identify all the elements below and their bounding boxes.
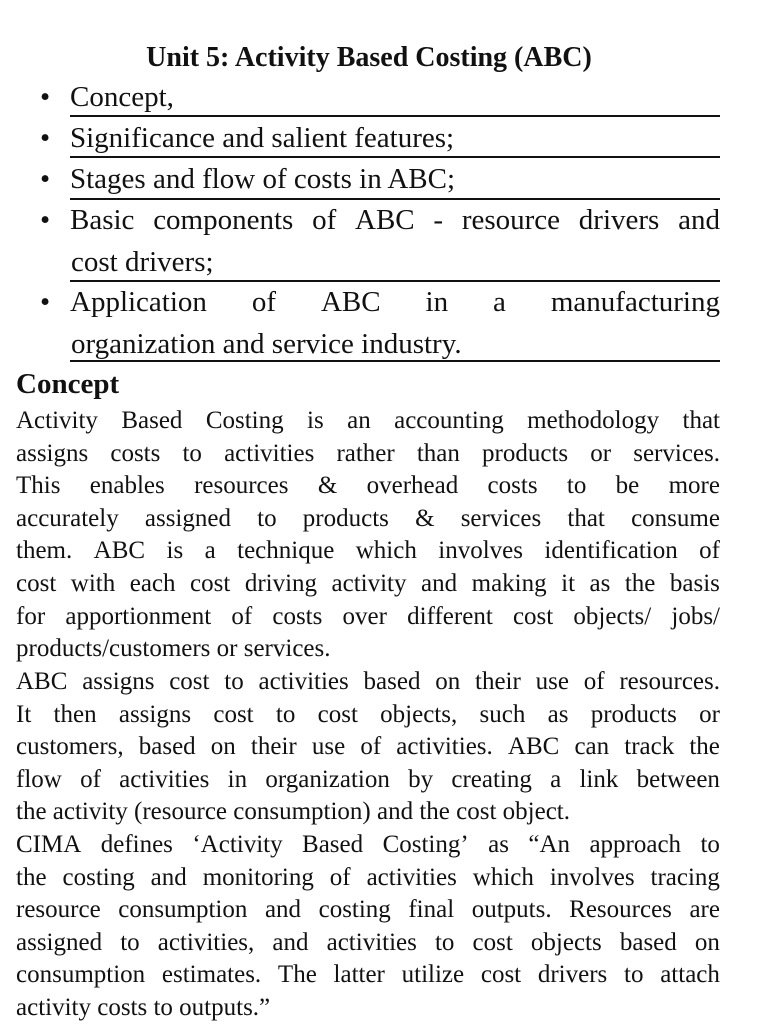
paragraph-line	[16, 666, 720, 699]
paragraph-line-text-word: activities	[258, 668, 349, 695]
paragraph-line-text-word: costing	[318, 896, 391, 924]
topic-item	[40, 159, 720, 203]
topic-line-text-word: Application	[70, 286, 207, 318]
paragraph-line-text-word: to	[700, 831, 720, 858]
paragraph-line	[16, 829, 720, 862]
paragraph-line-text-word: ABC	[16, 668, 68, 695]
paragraph-line-text-word: track	[624, 733, 675, 761]
paragraph-line-text-word: as	[488, 831, 509, 858]
paragraph-line-text-word: costs	[272, 602, 323, 630]
paragraph-line-text-word: on	[210, 733, 236, 761]
paragraph-line	[16, 601, 720, 634]
paragraph-line-text-word: between	[636, 765, 720, 793]
paragraph-line	[16, 568, 720, 601]
paragraph-line-text-word: activities	[366, 863, 457, 891]
paragraph-line-text-word: identification	[544, 537, 678, 565]
paragraph-line-text-word: objects/	[573, 602, 652, 630]
paragraph-line-text-word: activities	[119, 765, 210, 793]
paragraph-line-text-word: to	[624, 961, 644, 989]
paragraph-line-text-word: Activity	[16, 407, 98, 434]
paragraph-line-text-word: ABC	[507, 733, 560, 761]
paragraph-line-text-word: estimates.	[161, 961, 262, 989]
paragraph-line-text-word: of	[329, 863, 351, 891]
topic-line	[70, 200, 720, 240]
paragraph-line-text-word: such	[479, 700, 526, 728]
paragraph-line-text-word: accounting	[394, 407, 504, 434]
paragraph-line-text-word: assigned	[144, 504, 231, 532]
topic-line: Concept,	[70, 81, 174, 113]
topic-line-text-word: -	[433, 204, 444, 236]
paragraph-line-text-word: cost	[213, 700, 254, 728]
paragraph-line-text-word: tracing	[650, 863, 720, 891]
paragraph-line-text-word: to	[275, 700, 296, 728]
paragraph-line-text-word: methodology	[527, 407, 660, 434]
paragraph-line-text-word: ‘Activity	[192, 831, 283, 858]
paragraph-line-text-word: which	[355, 537, 417, 565]
topic-line-text-word: a	[493, 286, 506, 318]
paragraph-line-text-word: then	[53, 700, 97, 728]
paragraph-line-text-word: are	[689, 896, 720, 924]
paragraph-line-text-word: over	[342, 602, 387, 630]
paragraph-line-text-word: than	[416, 439, 460, 467]
paragraph-line	[16, 699, 720, 732]
paragraph-line	[16, 405, 720, 438]
paragraph-line-text-word: it	[561, 569, 576, 597]
paragraph-line-text-word: organization	[265, 765, 390, 793]
topic-line	[70, 282, 720, 322]
paragraph-line-text-word: Based	[302, 831, 364, 858]
paragraph-line-text-word: assigns	[16, 439, 89, 467]
unit-title: Unit 5: Activity Based Costing (ABC)	[146, 42, 592, 73]
paragraph-line-text-word: to	[182, 439, 202, 467]
paragraph-line-text-word: cost	[190, 569, 231, 597]
paragraph-line-text-word: that	[567, 504, 605, 532]
paragraph-line-text-word: of	[231, 602, 253, 630]
paragraph-line	[16, 731, 720, 764]
concept-heading: Concept	[16, 368, 120, 400]
paragraph-line-text-word: assigns	[118, 700, 192, 728]
paragraph-line-text-word: and	[150, 863, 187, 891]
paragraph-line-text-word: utilize	[401, 961, 465, 989]
paragraph-line-text-word: monitoring	[202, 863, 314, 891]
paragraph-line-text-word: them.	[16, 537, 73, 565]
paragraph-line-text-word: approach	[589, 831, 682, 858]
paragraph-line-text-word: is	[307, 407, 324, 434]
paragraph-line-text-word: driving	[244, 569, 318, 597]
paragraph-line-text-word: costs	[110, 439, 161, 467]
paragraph-line-text-word: use	[311, 733, 346, 761]
paragraph-line-text-word: on	[694, 928, 720, 956]
paragraph-line-text-word: consume	[631, 504, 720, 532]
paragraph-line-text-word: enables	[89, 472, 165, 500]
topic-line-text-word: ABC	[355, 204, 415, 236]
concept-paragraph	[16, 666, 720, 829]
paragraph-line-text-word: outputs.	[471, 896, 552, 924]
paragraph-line-text-word: and	[272, 928, 309, 956]
paragraph-line-text-word: apportionment	[65, 602, 212, 630]
paragraph-line-text-word: each	[129, 569, 176, 597]
paragraph-line-text-word: costs	[487, 472, 538, 500]
paragraph-line-text-word: by	[408, 765, 434, 793]
bullet-icon: •	[40, 204, 51, 236]
paragraph-line-text-word: services	[460, 504, 542, 532]
paragraph-line-text-word: based	[619, 928, 677, 956]
topic-underline	[70, 156, 720, 158]
paragraph-line-text-word: a	[550, 765, 562, 793]
paragraph-line-text-word: &	[317, 472, 338, 500]
paragraph-line-text-word: is	[166, 537, 184, 565]
paragraph-line-text-word: to	[120, 928, 140, 956]
paragraph-line-text-word: objects,	[380, 700, 458, 728]
paragraph-line-text-word: and	[421, 569, 458, 597]
paragraph-line-text-word: objects	[530, 928, 602, 956]
concept-paragraph	[16, 829, 720, 1025]
topic-line-text-word: manufacturing	[550, 286, 720, 318]
paragraph-line-text-word: making	[471, 569, 547, 597]
paragraph-line-text-word: costing	[62, 863, 135, 891]
topic-line: organization and service industry.	[71, 328, 462, 360]
paragraph-line-text-word: assigns	[82, 668, 155, 695]
paragraph-line-text-word: in	[227, 765, 248, 793]
paragraph-line-text-word: of	[80, 765, 101, 793]
topic-line-text-word: of	[312, 204, 337, 236]
paragraph-line: activity costs to outputs.”	[16, 993, 271, 1021]
topic-line-text-word: components	[153, 204, 294, 236]
paragraph-line-text-word: of	[360, 733, 382, 761]
paragraph-line	[16, 535, 720, 568]
paragraph-line-text-word: defines	[100, 831, 173, 858]
paragraph-line-text-word: technique	[237, 537, 335, 565]
paragraph-line: the activity (resource consumption) and the cost object.	[16, 798, 570, 826]
paragraph-line-text-word: This	[16, 472, 61, 500]
paragraph-line-text-word: basis	[669, 569, 720, 597]
paragraph-line-text-word: resource	[16, 896, 101, 924]
paragraph-line-text-word: based	[138, 733, 196, 761]
paragraph-line-text-word: an	[347, 407, 371, 434]
paragraph-line-text-word: products	[302, 504, 389, 532]
paragraph-line-text-word: involves	[438, 537, 523, 565]
paragraph-line-text-word: of	[583, 668, 605, 695]
paragraph-line-text-word: It	[16, 700, 32, 728]
paragraph-line-text-word: cost	[472, 928, 513, 956]
paragraph-line-text-word: their	[475, 668, 521, 695]
paragraph-line-text-word: The	[277, 961, 317, 989]
paragraph-line-text-word: the	[689, 733, 720, 761]
topic-underline	[70, 360, 720, 362]
paragraph-line-text-word: latter	[333, 961, 385, 989]
paragraph-line-text-word: Costing’	[382, 831, 469, 858]
bullet-icon: •	[40, 81, 51, 113]
paragraph-line-text-word: assigned	[16, 928, 103, 956]
paragraph-line-text-word: “An	[528, 831, 571, 858]
concept-paragraph	[16, 405, 720, 666]
paragraph-line-text-word: the	[624, 569, 656, 597]
paragraph-line	[16, 894, 720, 927]
paragraph-line-text-word: creating	[451, 765, 532, 793]
topic-line: cost drivers;	[71, 246, 214, 278]
paragraph-line-text-word: a	[204, 537, 216, 565]
paragraph-line-text-word: can	[574, 733, 610, 761]
paragraph-line-text-word: cost	[169, 668, 210, 695]
paragraph-line-text-word: with	[70, 569, 116, 597]
bullet-icon: •	[40, 163, 51, 195]
topic-item	[40, 118, 720, 162]
paragraph-line-text-word: services.	[633, 439, 720, 467]
topic-line: Significance and salient features;	[70, 122, 455, 154]
paragraph-line-text-word: ABC	[93, 537, 146, 565]
topic-line-text-word: in	[425, 286, 449, 318]
paragraph-line-text-word: which	[472, 863, 534, 891]
paragraph-line-text-word: cost	[317, 700, 358, 728]
topic-line-text-word: Basic	[70, 204, 135, 236]
paragraph-line-text-word: on	[435, 668, 461, 695]
paragraph-line-text-word: cost	[512, 602, 554, 630]
paragraph-line-text-word: to	[566, 472, 587, 500]
topic-line-text-word: resource	[461, 204, 561, 236]
paragraph-line-text-word: to	[434, 928, 455, 956]
paragraph-line-text-word: resources	[194, 472, 289, 500]
paragraph-line	[16, 503, 720, 536]
paragraph-line-text-word: cost	[16, 569, 57, 597]
bullet-icon: •	[40, 122, 51, 154]
paragraph-line-text-word: link	[579, 765, 619, 793]
paragraph-line-text-word: jobs/	[671, 602, 720, 630]
paragraph-line-text-word: that	[682, 407, 720, 434]
paragraph-line-text-word: customers,	[16, 733, 124, 761]
topic-item	[40, 282, 720, 368]
paragraph-line-text-word: accurately	[16, 504, 119, 532]
paragraph-line-text-word: based	[363, 668, 421, 695]
paragraph-line-text-word: final	[408, 896, 455, 924]
topic-underline	[70, 115, 720, 117]
topic-item	[40, 77, 720, 121]
paragraph-line-text-word: their	[250, 733, 297, 761]
paragraph-line-text-word: products	[482, 439, 569, 467]
paragraph-line	[16, 862, 720, 895]
topic-line-text-word: drivers	[578, 204, 660, 236]
paragraph-line-text-word: Resources	[569, 896, 672, 924]
paragraph-line	[16, 470, 720, 503]
paragraph-line-text-word: overhead	[366, 472, 459, 500]
topic-line-text-word: of	[251, 286, 277, 318]
paragraph-line-text-word: activities	[224, 439, 315, 467]
paragraph-line	[16, 959, 720, 992]
paragraph-line-text-word: attach	[660, 961, 720, 989]
paragraph-line-text-word: consumption	[16, 961, 146, 989]
paragraph-line: products/customers or services.	[16, 635, 331, 663]
paragraph-line-text-word: activities,	[157, 928, 255, 956]
paragraph-line-text-word: as	[589, 569, 611, 597]
paragraph-line-text-word: to	[224, 668, 244, 695]
paragraph-line	[16, 438, 720, 471]
paragraph-line-text-word: Costing	[205, 407, 284, 434]
paragraph-line-text-word: flow	[16, 765, 62, 793]
paragraph-line-text-word: of	[699, 537, 720, 565]
paragraph-line-text-word: rather	[336, 439, 395, 467]
paragraph-line-text-word: drivers	[537, 961, 608, 989]
paragraph-line-text-word: &	[415, 504, 435, 532]
paragraph-line-text-word: be	[615, 472, 640, 500]
topic-item	[40, 200, 720, 286]
paragraph-line-text-word: Based	[121, 407, 183, 434]
paragraph-line-text-word: and	[264, 896, 302, 924]
paragraph-line-text-word: consumption	[118, 896, 248, 924]
topic-line-text-word: and	[678, 204, 720, 236]
paragraph-line-text-word: more	[668, 472, 720, 500]
paragraph-line-text-word: involves	[549, 863, 635, 891]
paragraph-line-text-word: products	[590, 700, 677, 728]
paragraph-line-text-word: or	[699, 700, 720, 728]
paragraph-line-text-word: use	[535, 668, 569, 695]
paragraph-line-text-word: cost	[480, 961, 522, 989]
paragraph-line-text-word: resources.	[619, 668, 720, 695]
paragraph-line	[16, 927, 720, 960]
topic-line-text-word: ABC	[320, 286, 381, 318]
paragraph-line-text-word: or	[590, 439, 612, 467]
paragraph-line-text-word: to	[257, 504, 277, 532]
paragraph-line-text-word: CIMA	[16, 831, 82, 858]
paragraph-line-text-word: activity	[331, 569, 407, 597]
paragraph-line	[16, 764, 720, 797]
paragraph-line-text-word: activities.	[396, 733, 493, 761]
paragraph-line-text-word: activities	[326, 928, 417, 956]
paragraph-line-text-word: different	[407, 602, 493, 630]
bullet-icon: •	[40, 286, 51, 318]
paragraph-line-text-word: as	[547, 700, 569, 728]
topic-line: Stages and flow of costs in ABC;	[70, 163, 456, 195]
paragraph-line-text-word: for	[16, 602, 46, 630]
paragraph-line-text-word: the	[16, 863, 47, 891]
